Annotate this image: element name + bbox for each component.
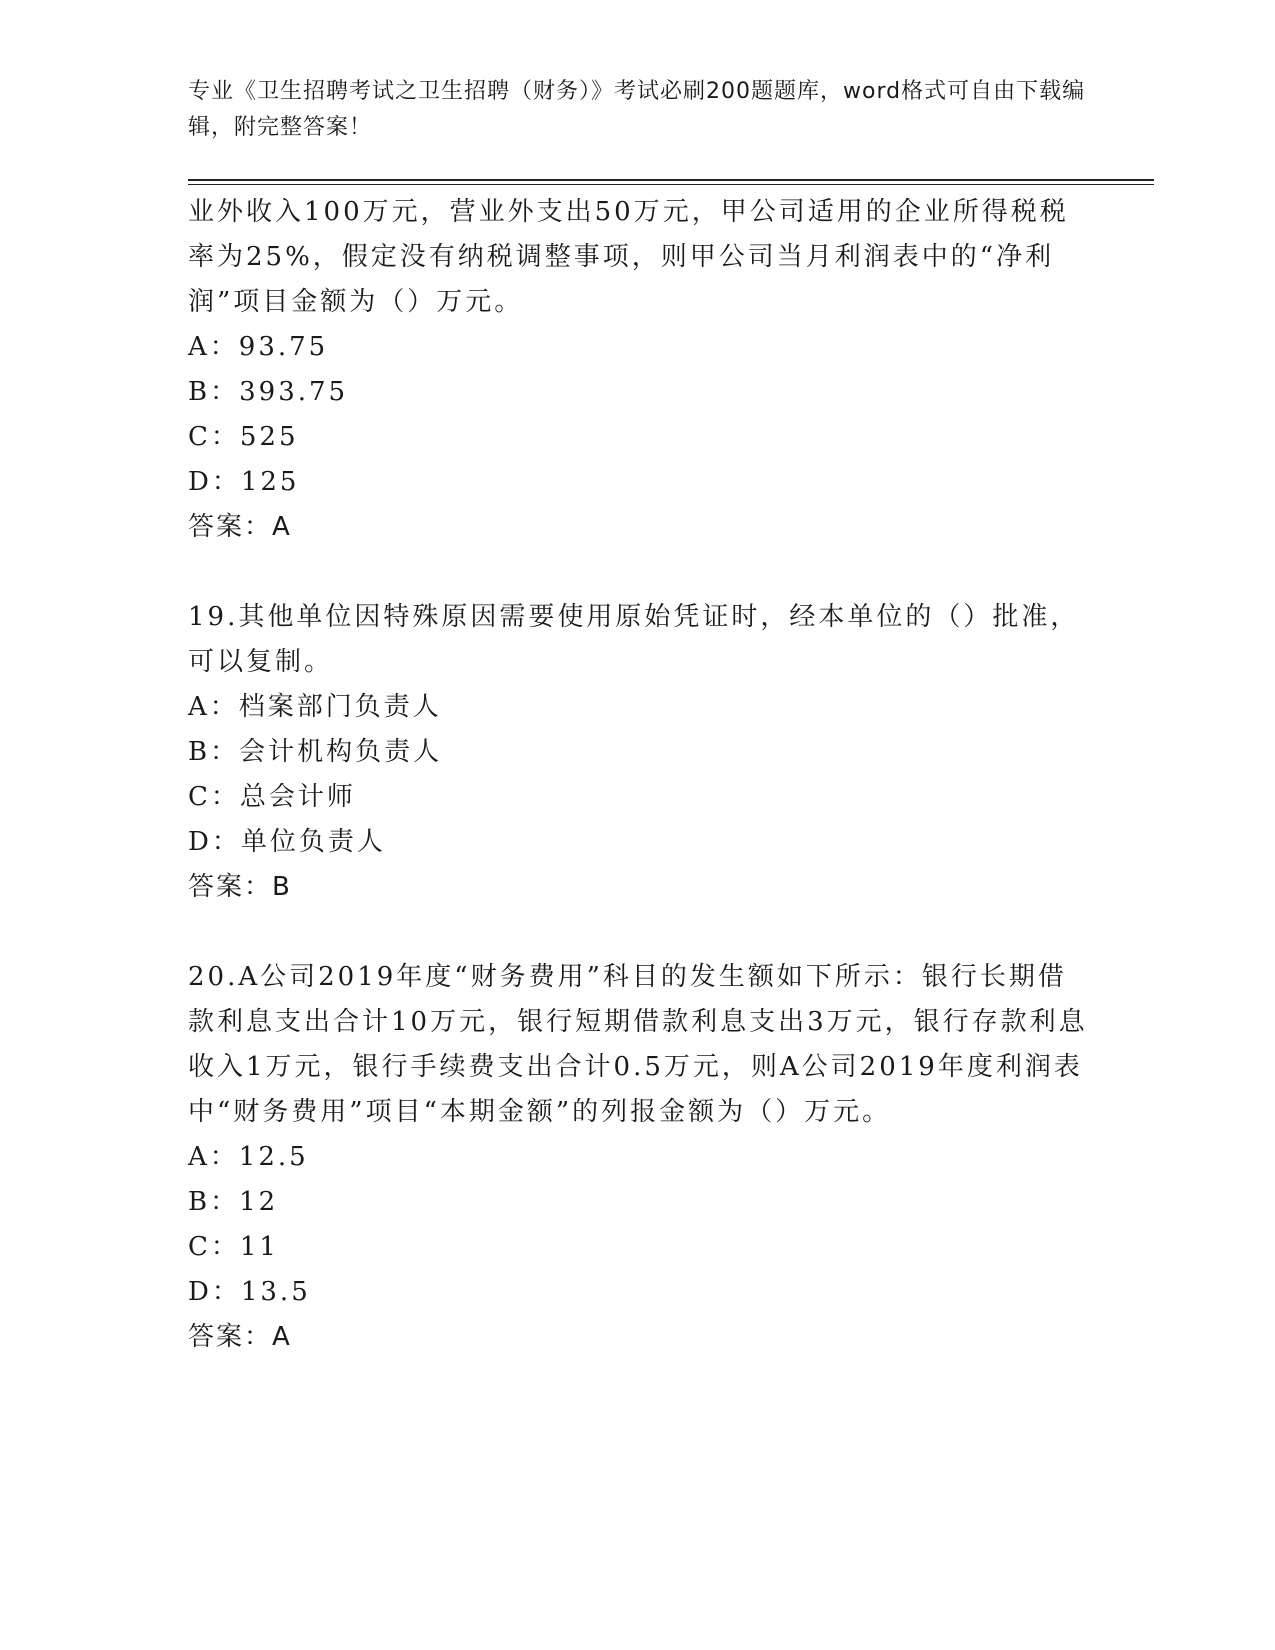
option-c: C：11 [188, 1232, 279, 1262]
spacer [188, 910, 1088, 955]
answer-line: 答案：B [188, 872, 292, 902]
option-a: A：93.75 [188, 332, 329, 362]
option-c: C：总会计师 [188, 782, 356, 812]
document-header: 专业《卫生招聘考试之卫生招聘（财务）》考试必刷200题题库，word格式可自由下载编辑，附完整答案！ [188, 79, 1086, 140]
option-d: D：13.5 [188, 1277, 311, 1307]
question-block [188, 595, 1088, 910]
header-rule-thin [188, 184, 1154, 185]
option-b: B：12 [188, 1187, 279, 1217]
question-text: 19.其他单位因特殊原因需要使用原始凭证时，经本单位的（）批准，可以复制。 [188, 602, 1080, 677]
option-c: C：525 [188, 422, 299, 452]
option-b: B：393.75 [188, 377, 349, 407]
header-rule-thick [188, 179, 1154, 181]
spacer [188, 550, 1088, 595]
question-list [188, 190, 1088, 1360]
option-a: A：档案部门负责人 [188, 692, 442, 722]
question-block [188, 190, 1088, 550]
question-block [188, 955, 1088, 1360]
option-d: D：125 [188, 467, 300, 497]
option-b: B：会计机构负责人 [188, 737, 443, 767]
question-text: 20.A公司2019年度“财务费用”科目的发生额如下所示：银行长期借款利息支出合计10万元，银行短期借款利息支出3万元，银行存款利息收入1万元，银行手续费支出合计0.5万元，则A公司2019年度利润表中“财务费用”项目“本期金额”的列报金额为（）万元。 [188, 962, 1088, 1127]
answer-line: 答案：A [188, 1322, 292, 1352]
answer-line: 答案：A [188, 512, 292, 542]
option-d: D：单位负责人 [188, 827, 386, 857]
question-text: 业外收入100万元，营业外支出50万元，甲公司适用的企业所得税税率为25%，假定没有纳税调整事项，则甲公司当月利润表中的“净利润”项目金额为（）万元。 [188, 197, 1069, 317]
option-a: A：12.5 [188, 1142, 309, 1172]
